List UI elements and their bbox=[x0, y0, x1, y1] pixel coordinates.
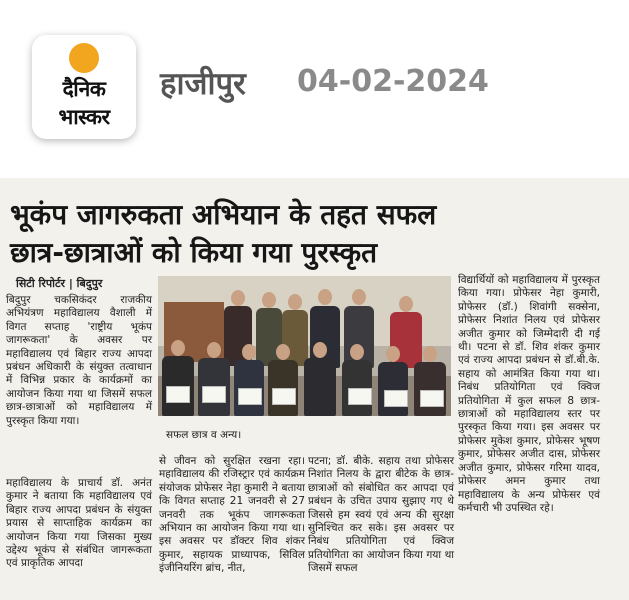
article-column-1-continued: महाविद्यालय के प्राचार्य डॉ. अनंत कुमार ने बताया कि महाविद्यालय एवं बिहार राज्य आपदा प्रबंधन के संयुक्त प्रयास से साप्ताहिक कार्यक्रम का आयोजन किया गया जिसका मुख्य उद्देश्य भूकंप से संबंधित जागरूकता एवं प्राकृतिक आपदा bbox=[6, 477, 152, 570]
certificate bbox=[202, 386, 226, 403]
logo-line-1: दैनिक bbox=[62, 77, 106, 101]
certificate bbox=[272, 388, 296, 405]
photo-person-head bbox=[207, 342, 221, 358]
logo-line-2: भास्कर bbox=[58, 105, 110, 129]
headline bbox=[10, 196, 625, 272]
photo-person-head bbox=[242, 344, 256, 360]
photo-caption: सफल छात्र व अन्य। bbox=[166, 429, 242, 441]
photo-person bbox=[414, 362, 446, 416]
city-name: हाजीपुर bbox=[160, 66, 246, 102]
certificate bbox=[420, 390, 444, 407]
certificate bbox=[238, 388, 262, 405]
article-column-1: बिदुपुर चकसिकंदर राजकीय अभियंत्रण महाविद्यालय वैशाली में विगत सप्ताह 'राष्ट्रीय भूकंप जागरूकता' के अवसर पर महाविद्यालय एवं बिहार राज्य आपदा प्रबंधन अधिकारी के संयुक्त तत्वाधान में विभिन्न प्रकार के कार्यक्रमों का आयोजन किया गया था जिसमें सफल छात्र-छात्राओं को महाविद्यालय में पुरस्कृत किया गया। bbox=[6, 294, 152, 427]
group-photo bbox=[158, 276, 451, 416]
article-column-2: से जीवन को सुरक्षित रखना रहा। महाविद्यालय की रजिस्ट्रार एवं कार्यक्रम संयोजक प्रोफेसर नेहा कुमारी ने बताया कि विगत सप्ताह 21 जनवरी से 27 जनवरी तक भूकंप जागरूकता अभियान का आयोजन किया गया था। इस अवसर पर डॉक्टर शिव शंकर कुमार, सहायक प्राध्यापक, सिविल इंजीनियरिंग ब्रांच, नीत, bbox=[159, 455, 305, 575]
photo-person-head bbox=[423, 346, 437, 362]
photo-person bbox=[304, 358, 336, 416]
article-column-3: पटना; डॉ. बीके. सहाय तथा प्रोफेसर निशांत निलय के द्वारा बीटेक के छात्र-छात्राओं को संबोधित कर आपदा एवं प्रबंधन के उचित उपाय सुझाए गए थे जिससे हम स्वयं एवं अन्य की सुरक्षा सुनिश्चित कर सके। इस अवसर पर निबंध प्रतियोगिता एवं क्विज प्रतियोगिता का आयोजन किया गया था जिसमें सफल bbox=[308, 455, 454, 575]
certificate bbox=[166, 386, 190, 403]
headline-line-2: छात्र-छात्राओं को किया गया पुरस्कृत bbox=[10, 236, 378, 269]
byline: सिटी रिपोर्टर | बिदुपुर bbox=[16, 277, 103, 290]
photo-person-head bbox=[399, 296, 413, 312]
article-column-4: विद्यार्थियों को महाविद्यालय में पुरस्कृत किया गया। प्रोफेसर नेहा कुमारी, प्रोफेसर (डॉ.) शिवांगी सक्सेना, प्रोफेसर निशांत निलय एवं प्रोफेसर अजीत कुमार को जिम्मेदारी दी गई थी। पटना से डॉ. शिव शंकर कुमार एवं राज्य आपदा प्रबंधन से डॉ.बी.के. सहाय को आमंत्रित किया गया था। निबंध प्रतियोगिता एवं क्विज प्रतियोगिता में कुल सफल 8 छात्र-छात्राओं को महाविद्यालय स्तर पर पुरस्कृत किया गया। इस अवसर पर प्रोफेसर मुकेश कुमार, प्रोफेसर भूषण कुमार, प्रोफेसर अजीत दास, प्रोफेसर अजीत कुमार, प्रोफेसर गरिमा यादव, प्रोफेसर अमन कुमार तथा महाविद्यालय के अन्य प्रोफेसर एवं कर्मचारी भी उपस्थित रहे। bbox=[458, 274, 600, 514]
sun-icon bbox=[69, 43, 99, 73]
edition-date: 04-02-2024 bbox=[297, 64, 489, 99]
photo-person-head bbox=[262, 292, 276, 308]
photo-person-head bbox=[386, 346, 400, 362]
photo-person-head bbox=[231, 290, 245, 306]
dainik-bhaskar-logo[interactable] bbox=[32, 35, 136, 139]
photo-person bbox=[378, 362, 408, 416]
headline-line-1: भूकंप जागरुकता अभियान के तहत सफल bbox=[10, 198, 437, 231]
header-bar bbox=[0, 0, 629, 176]
certificate bbox=[348, 388, 372, 405]
photo-person-head bbox=[171, 340, 185, 356]
photo-person-head bbox=[276, 344, 290, 360]
photo-person-head bbox=[350, 344, 364, 360]
photo-person-head bbox=[352, 289, 366, 305]
certificate bbox=[384, 390, 408, 407]
photo-person-head bbox=[313, 342, 327, 358]
photo-person-head bbox=[318, 289, 332, 305]
photo-person-head bbox=[288, 294, 302, 310]
